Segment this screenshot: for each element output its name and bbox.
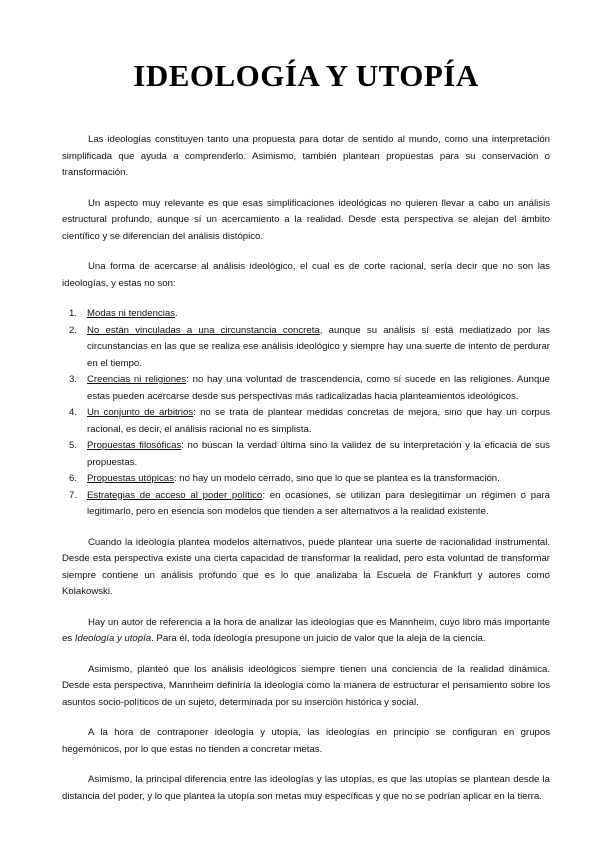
list-item [69,323,551,373]
list-text: , aunque su análisis sí está mediatizado por las circunstancias en las que se realiza ese análisis ideológico y siempre hay una suerte de intento de perdurar en el tiempo. [87,324,551,369]
list-item [69,405,550,438]
list-text: : en ocasiones, se utilizan para deslegitimar un régimen o para legitimarlo, pero en esencia son modelos que tienden a ser alternativos a la realidad existente. [87,489,550,517]
paragraph-8: Asimismo, la principal diferencia entre las ideologías y las utopías, es que las utopías se plantean desde la distancia del poder, y lo que plantea la utopía son metas muy específicas y que no se podrían aplicar en la tierra. [62,774,550,802]
list-term: Creencias ni religiones [87,374,187,385]
list-term: Propuestas utópicas [87,473,174,484]
book-title: Ideología y utopía [74,633,152,644]
list-text: : no buscan la verdad última sino la validez de su interpretación y la eficacia de sus propuestas. [87,440,550,468]
paragraph-5-text-b: . Para él, toda ideología presupone un juicio de valor que la aleja de la ciencia. [151,633,486,644]
list-number: 5. [69,440,78,451]
list-item [69,438,550,471]
list-item [69,306,550,323]
list-number: 1. [69,308,78,319]
paragraph-7: A la hora de contraponer ideología y utopía, las ideologías en principio se configuran en grupos hegemónicos, por lo que estas no tienden a concretar metas. [62,727,550,755]
list-item [69,372,550,405]
paragraph-5 [62,615,550,648]
paragraph-5-text-a: Hay un autor de referencia a la hora de analizar las ideologías que es Mannheim, cuyo libro más importante es [62,616,550,644]
list-text: : no hay un modelo cerrado, sino que lo que se plantea es la transformación. [173,473,500,484]
list-text: : no se trata de plantear medidas concretas de mejora, sino que hay un corpus racional, es decir, el análisis racional no es simplista. [87,407,550,435]
paragraph-6: Asimismo, planteó que los análisis ideológicos siempre tienen una conciencia de la realidad dinámica. Desde esta perspectiva, Mannheim definiría la ideología como la manera de estructurar el pensamiento sobre los asuntos socio-políticos de un sujeto, determinada por su inserción histórica y social. [62,663,550,708]
list-term: No están vinculadas a una circunstancia concreta [87,324,320,336]
paragraph-4: Cuando la ideología plantea modelos alternativos, puede plantear una suerte de racionalidad instrumental. Desde esta perspectiva existe una cierta capacidad de transformar la realidad, pero esta voluntad de transformar siempre contiene un análisis profundo que es lo que analizaba la Escuela de Frankfurt y autores como Kolakowski. [62,536,550,597]
list-number: 6. [69,473,78,484]
list-text: : no hay una voluntad de trascendencia, como sí sucede en las religiones. Aunque estas pueden acercarse desde sus perspectivas más radicalizadas hacia planteamientos ideológicos. [87,374,550,402]
list-term: Modas ni tendencias [87,308,175,319]
list-item [69,471,550,488]
paragraph-3: Una forma de acercarse al análisis ideológico, el cual es de corte racional, sería decir que no son las ideologías, y estas no son: [62,261,550,289]
list-item [69,488,550,521]
list-text: . [175,308,178,319]
list-number: 4. [69,407,78,418]
paragraph-1: Las ideologías constituyen tanto una propuesta para dotar de sentido al mundo, como una interpretación simplificada que ayuda a comprenderlo. Asimismo, también plantean propuestas para su conservación o transformación. [62,134,550,178]
list-term: Propuestas filosóficas [87,440,182,451]
list-term: Un conjunto de arbitrios [87,407,194,418]
list-term: Estrategias de acceso al poder político [87,489,263,501]
page-title: IDEOLOGÍA Y UTOPÍA [133,58,479,93]
list-number: 7. [69,489,78,501]
list-number: 3. [69,374,78,385]
list-number: 2. [69,324,78,336]
ideology-negations-list [62,306,550,521]
paragraph-2: Un aspecto muy relevante es que esas simplificaciones ideológicas no quieren llevar a cabo un análisis estructural profundo, aunque sí un acercamiento a la realidad. Desde esta perspectiva se alejan del ámbito científico y se diferencian del análisis distópico. [62,197,550,242]
